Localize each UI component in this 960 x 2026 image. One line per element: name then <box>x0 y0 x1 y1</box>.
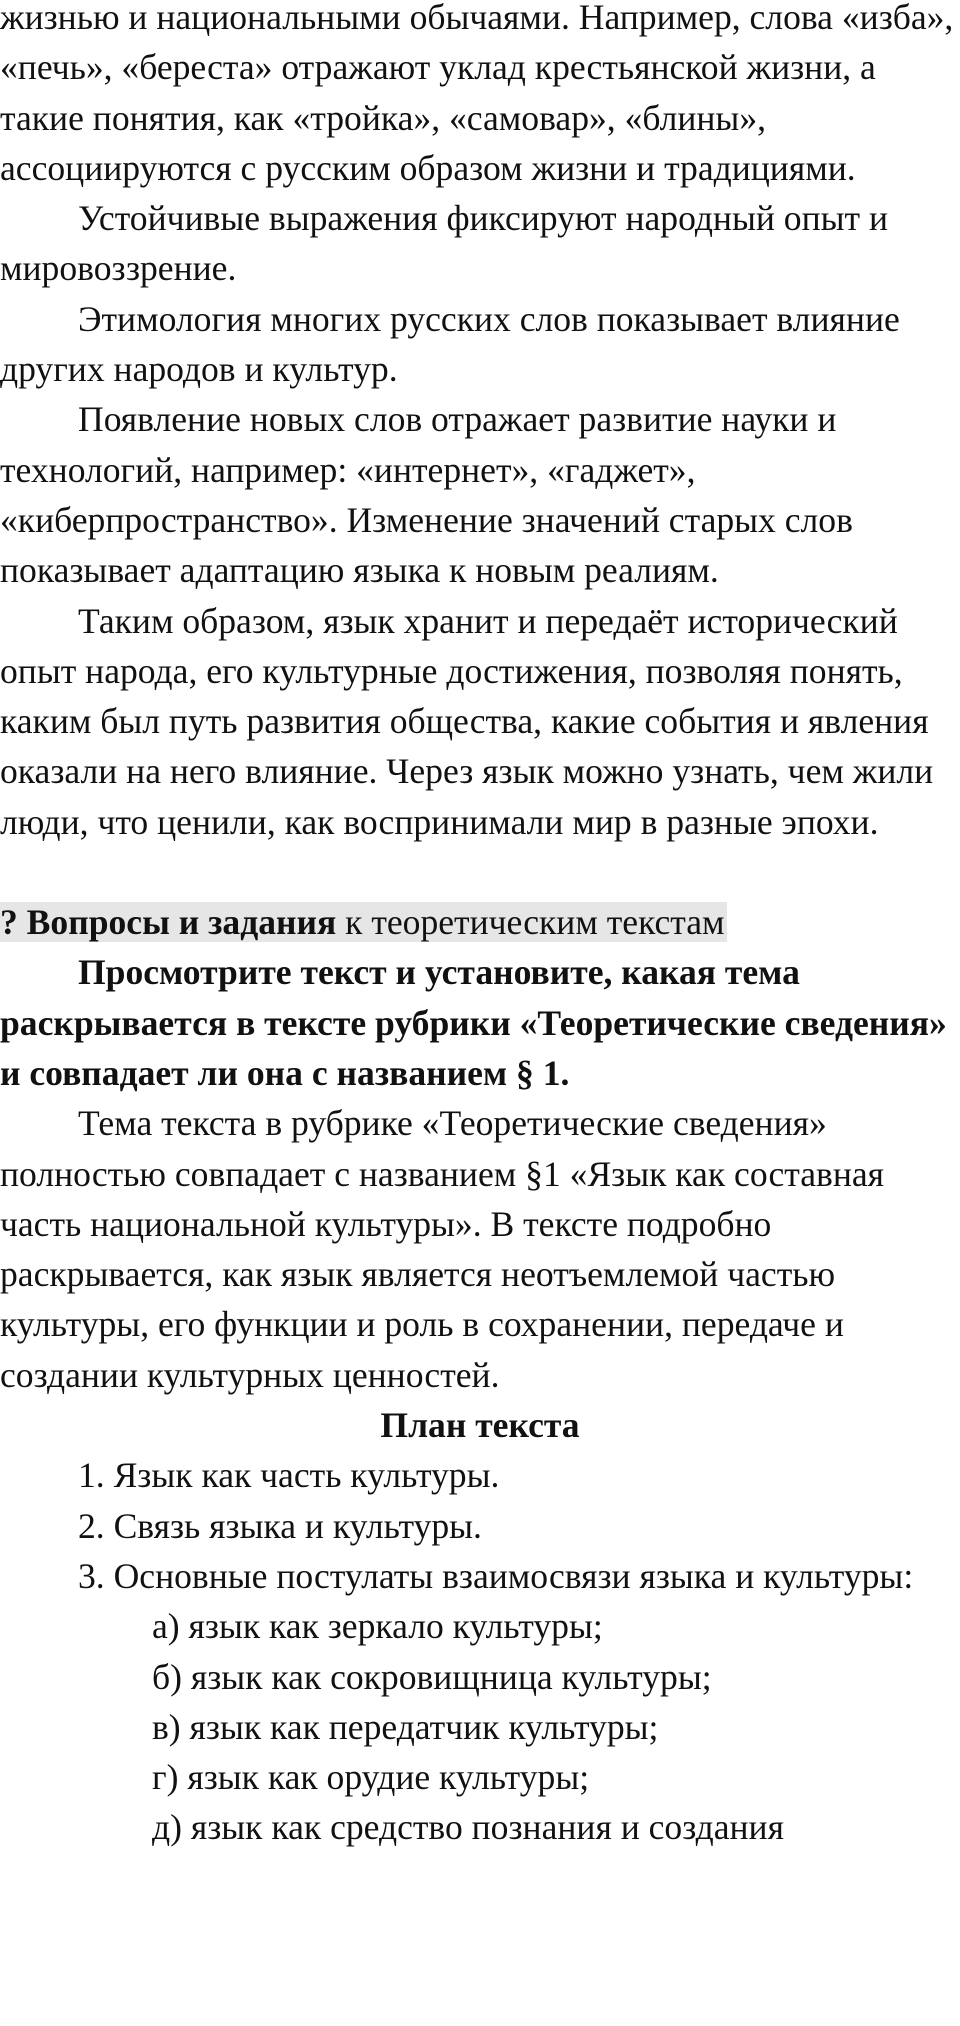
paragraph-set-expressions: Устойчивые выражения фиксируют народный опыт и мировоззрение. <box>0 198 889 289</box>
plan-title: План текста <box>380 1405 580 1446</box>
paragraph-etymology: Этимология многих русских слов показывает влияние других народов и культур. <box>0 298 900 390</box>
questions-heading-bold: ? Вопросы и задания <box>0 902 337 943</box>
paragraph-conclusion: Таким образом, язык хранит и передаёт исторический опыт народа, его культурные достижения, позволяя понять, каким был путь развития общества, какие события и явления оказали на него влияние. Через язык можно узнать, чем жили люди, что ценили, как воспринимали мир в разные эпохи. <box>0 600 934 842</box>
plan-item: 3. Основные постулаты взаимосвязи языка и культуры: <box>78 1555 914 1596</box>
plan-subitem: б) язык как сокровищница культуры; <box>152 1656 712 1697</box>
paragraph-new-words: Появление новых слов отражает развитие науки и технологий, например: «интернет», «гаджет», «киберпространство». Изменение значений старых слов показывает адаптацию языка к новым реалиям. <box>0 399 853 591</box>
paragraph-national-customs: жизнью и национальными обычаями. Например, слова «изба», «печь», «береста» отражают уклад крестьянской жизни, а такие понятия, как «тройка», «самовар», «блины», ассоциируются с русским образом жизни и традициями. <box>0 0 954 188</box>
plan-list <box>0 1450 960 1601</box>
plan-subitem: д) язык как средство познания и создания <box>152 1807 784 1848</box>
plan-item: 1. Язык как часть культуры. <box>78 1455 500 1496</box>
plan-item: 2. Связь языка и культуры. <box>78 1505 482 1546</box>
questions-heading-highlight <box>0 902 727 942</box>
questions-heading <box>0 897 960 947</box>
plan-subitem: в) язык как передатчик культуры; <box>152 1706 659 1747</box>
task-text <box>0 947 960 1098</box>
task-bold-text: Просмотрите текст и установите, какая тема раскрывается в тексте рубрики «Теоретические сведения» и совпадает ли она с названием § 1. <box>0 952 947 1093</box>
plan-subitem: а) язык как зеркало культуры; <box>152 1606 603 1647</box>
plan-sublist <box>0 1601 960 1852</box>
questions-heading-rest: к теоретическим текстам <box>336 902 725 943</box>
section-gap <box>0 847 960 897</box>
answer-text: Тема текста в рубрике «Теоретические сведения» полностью совпадает с названием §1 «Язык как составная часть национальной культуры». В тексте подробно раскрывается, как язык является неотъемлемой частью культуры, его функции и роль в сохранении, передаче и создании культурных ценностей. <box>0 1103 885 1395</box>
plan-subitem: г) язык как орудие культуры; <box>152 1757 590 1798</box>
